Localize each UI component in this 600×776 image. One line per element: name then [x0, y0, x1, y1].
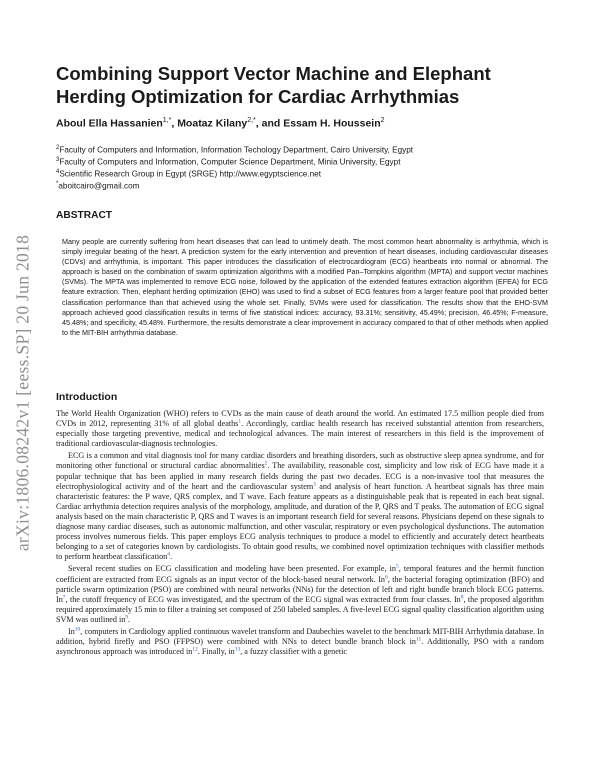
- author-name: Essam H. Houssein: [283, 117, 381, 130]
- citation-link[interactable]: 3: [313, 480, 316, 487]
- author-affiliation-mark: 1,*: [162, 117, 172, 124]
- citation-link[interactable]: 5: [395, 563, 399, 570]
- author-name: Moataz Kilany: [177, 117, 248, 130]
- introduction-heading: Introduction: [56, 391, 118, 403]
- author-list: Aboul Ella Hassanien$^{1,*}$, Moataz Kilany$^{2,*}$, and Essam H. Houssein$^2$: [56, 117, 385, 130]
- arxiv-stamp-text: arXiv:1806.08242v1 [eess.SP] 20 Jun 2018: [12, 234, 33, 552]
- author-affiliation-mark: 2,*: [247, 117, 256, 124]
- citation-link[interactable]: 10: [74, 626, 81, 633]
- citation-link[interactable]: 1: [238, 418, 242, 425]
- introduction-body: [56, 409, 544, 659]
- citation-link[interactable]: 4: [167, 551, 170, 558]
- affiliation: $^4$Scientific Research Group in Egypt (SRGE) http://www.egyptscience.net: [56, 169, 322, 179]
- body-paragraph: The World Health Organization (WHO) refers to CVDs as the main cause of death around the world. An estimated 17.5 million people died from CVDs in 2012, representing 31% of all global deaths$^1$. Accordingly, cardiac health research has received substantial attention from researchers, especially those targeting preventive, medical and technological advances. The main interest of researchers in this field is the improvement of traditional cardiovascular-diagnosis technologies.: [56, 409, 544, 449]
- citation-link[interactable]: 12: [192, 646, 198, 653]
- citation-link[interactable]: 13: [234, 646, 241, 653]
- citation-link[interactable]: 6: [384, 573, 388, 580]
- affiliation: $^2$Faculty of Computers and Information, Information Techology Department, Cairo University, Egypt: [56, 145, 414, 155]
- body-paragraph: ECG is a common and vital diagnosis tool for many cardiac disorders and breathing disorders, such as obstructive sleep apnea syndrome, and for monitoring other functional or structural cardiac abnormalities$^2$. The availability, reasonable cost, simplicity and low risk of ECG have made it a popular technique that has been applied in many research fields during the past two decades. ECG is a non-invasive tool that measures the electrophysiological activity and of the heart and the cardiovascular system$^3$ and analysis of heart function. A heartbeat signals has three main characteristic features: the P wave, QRS complex, and T wave. Each feature appears as a distinguishable peak that is repeated in each beat signal. Cardiac arrhythmia detection requires analysis of the morphology, amplitude, and duration of the P, QRS and T peaks. The automation of ECG signal analysis based on the main characteristic P, QRS and T waves is an important research field for several reasons. Physicians depend on these signals to diagnose many cardiac diseases, such as autonomic malfunction, and other vascular, respiratory or even psychological dysfunctions. The automation process involves numerous fields. This paper employs ECG analysis techniques to produce a model to efficiently and accurately detect heartbeats belonging to a set of categories known by cardiologists. To obtain good results, we combined novel optimization techniques with classifier methods to perform heartbeat classification$^4$.: [56, 451, 544, 562]
- arxiv-stamp: [8, 208, 38, 578]
- body-paragraph: Several recent studies on ECG classification and modeling have been presented. For example, in$^5$, temporal features and the hermit function coefficient are extracted from ECG signals as an input vector of the block-based neural network. In$^6$, the bacterial foraging optimization (BFO) and particle swarm optimization (PSO) are combined with neural networks (NNs) for the detection of left and right bundle branch block ECG patterns. In$^7$, the cutoff frequency of ECG was investigated, and the spectrum of the ECG signal was extracted from four classes. In$^8$, the proposed algorithm required approximately 15 min to filter a training set composed of 250 labeled samples. A five-level ECG signal quality classification algorithm using SVM was outlined in$^9$.: [56, 563, 544, 624]
- citation-link[interactable]: 2: [264, 460, 268, 467]
- citation-link[interactable]: 7: [62, 593, 66, 600]
- abstract-heading: ABSTRACT: [56, 210, 113, 221]
- citation-link[interactable]: 8: [460, 593, 464, 600]
- affiliation: $^3$Faculty of Computers and Information, Computer Science Department, Minia University, Egypt: [56, 157, 401, 167]
- body-paragraph: In$^{10}$, computers in Cardiology applied continuous wavelet transform and Daubechies wavelet to the benchmark MIT-BIH Arrhythmia database. In addition, hybrid firefly and PSO (FFPSO) were combined with NNs to detect bundle branch block in$^{11}$. Additionally, PSO with a random asynchronous approach was introduced in$^{12}$. Finally, in$^{13}$, a fuzzy classifier with a genetic: [56, 626, 544, 657]
- abstract-text: Many people are currently suffering from heart diseases that can lead to untimely death. The most common heart abnormality is arrhythmia, which is simply irregular beating of the heart. A prediction system for the early intervention and prevention of heart diseases, including cardiovascular diseases (CDVs) and arrhythmia, is important. This paper introduces the classification of electrocardiogram (ECG) heartbeats into normal or abnormal. The approach is based on the combination of swarm optimization algorithms with a modified Pan–Tompkins algorithm (MPTA) and support vector machines (SVMs). The MPTA was implemented to remove ECG noise, followed by the application of the extended features extraction algorithm (EFEA) for ECG feature extraction. Then, elephant herding optimization (EHO) was used to find a subset of ECG features from a larger feature pool that provided better classification performance than that achieved using the whole set. Finally, SVMs were used for classification. The results show that the EHO-SVM approach achieved good classification results in terms of five statistical indices: accuracy, 93.31%; sensitivity, 45.49%; precision, 46.45%; F-measure, 45.48%; and specificity, 45.48%. Furthermore, the results demonstrate a clear improvement in accuracy compared to that of other methods when applied to the MIT-BIH arrhythmia database.: [62, 237, 548, 337]
- author-affiliation-mark: 2: [380, 117, 385, 124]
- citation-link[interactable]: 11: [415, 636, 422, 643]
- citation-link[interactable]: 9: [125, 614, 129, 621]
- author-name: Aboul Ella Hassanien: [56, 117, 163, 130]
- paper-title: Combining Support Vector Machine and Elephant Herding Optimization for Cardiac Arrhythmias: [56, 63, 491, 107]
- corresponding-email: *aboitcairo@gmail.com: [56, 181, 140, 191]
